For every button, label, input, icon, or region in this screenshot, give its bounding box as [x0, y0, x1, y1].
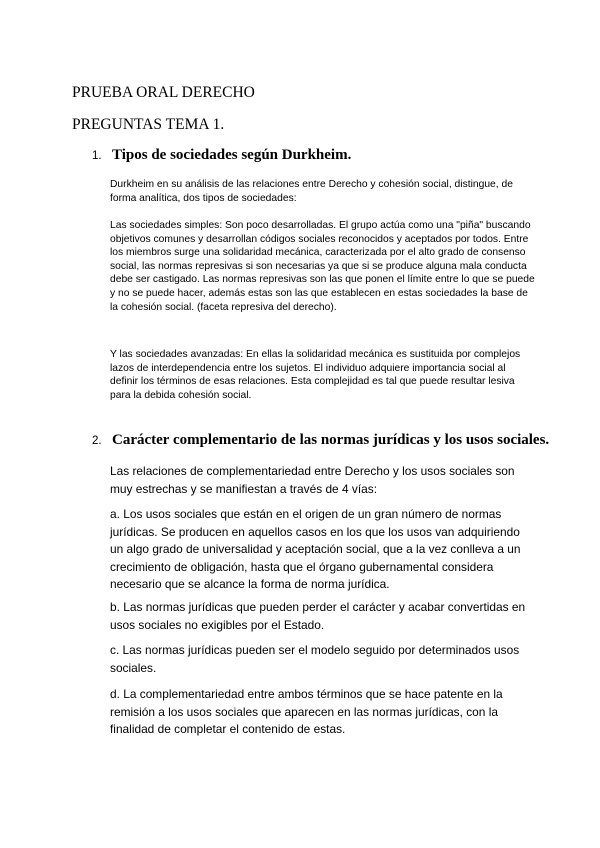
document-title: PRUEBA ORAL DERECHO: [72, 84, 255, 101]
section-title-1: Tipos de sociedades según Durkheim.: [112, 147, 352, 163]
section-number-2: 2.: [92, 435, 102, 447]
paragraph-2-3: b. Las normas jurídicas que pueden perder el carácter y acabar convertidas en usos sociales no exigibles por el Estado.: [110, 600, 526, 632]
paragraph-2-4: c. Las normas jurídicas pueden ser el modelo seguido por determinados usos sociales.: [110, 643, 520, 675]
paragraph-2-2: a. Los usos sociales que están en el origen de un gran número de normas jurídicas. Se producen en aquellos casos en los que los usos van adquiriendo un algo grado de universalidad y aceptación social, que a la vez conlleva a un crecimiento de obligación, hasta que el órgano gubernamental considera necesario que se alcance la forma de norma jurídica.: [110, 507, 521, 592]
section-heading-2: [92, 432, 549, 449]
paragraph-2-1: Las relaciones de complementariedad entre Derecho y los usos sociales son muy estrechas y se manifiestan a través de 4 vías:: [110, 464, 515, 496]
section-number-1: 1.: [92, 150, 102, 162]
paragraph-1-3: Y las sociedades avanzadas: En ellas la solidaridad mecánica es sustituida por complejos lazos de interdependencia entre los sujetos. El individuo adquiere importancia social al definir los términos de esas relaciones. Esta complejidad es tal que puede resultar lesiva para la debida cohesión social.: [110, 349, 521, 401]
paragraph-1-2: Las sociedades simples: Son poco desarrolladas. El grupo actúa como una "piña" buscando objetivos comunes y desarrollan códigos sociales reconocidos y aceptados por todos. Entre los miembros surge una solidaridad mecánica, caracterizada por el alto grado de consenso social, las normas represivas si son necesarias ya que si se produce alguna mala conducta debe ser castigado. Las normas represivas son las que ponen el límite entre lo que se puede y no se puede hacer, además estas son las que establecen en estas sociedades la base de la cohesión social. (faceta represiva del derecho).: [110, 220, 535, 313]
section-heading-1: [92, 147, 351, 164]
paragraph-1-1: Durkheim en su análisis de las relaciones entre Derecho y cohesión social, distingue, de forma analítica, dos tipos de sociedades:: [110, 179, 513, 204]
section-title-2: Carácter complementario de las normas jurídicas y los usos sociales.: [112, 432, 550, 448]
document-subtitle: PREGUNTAS TEMA 1.: [72, 116, 225, 133]
paragraph-2-5: d. La complementariedad entre ambos términos que se hace patente en la remisión a los usos sociales que aparecen en las normas jurídicas, con la finalidad de completar el contenido de estas.: [110, 687, 503, 737]
